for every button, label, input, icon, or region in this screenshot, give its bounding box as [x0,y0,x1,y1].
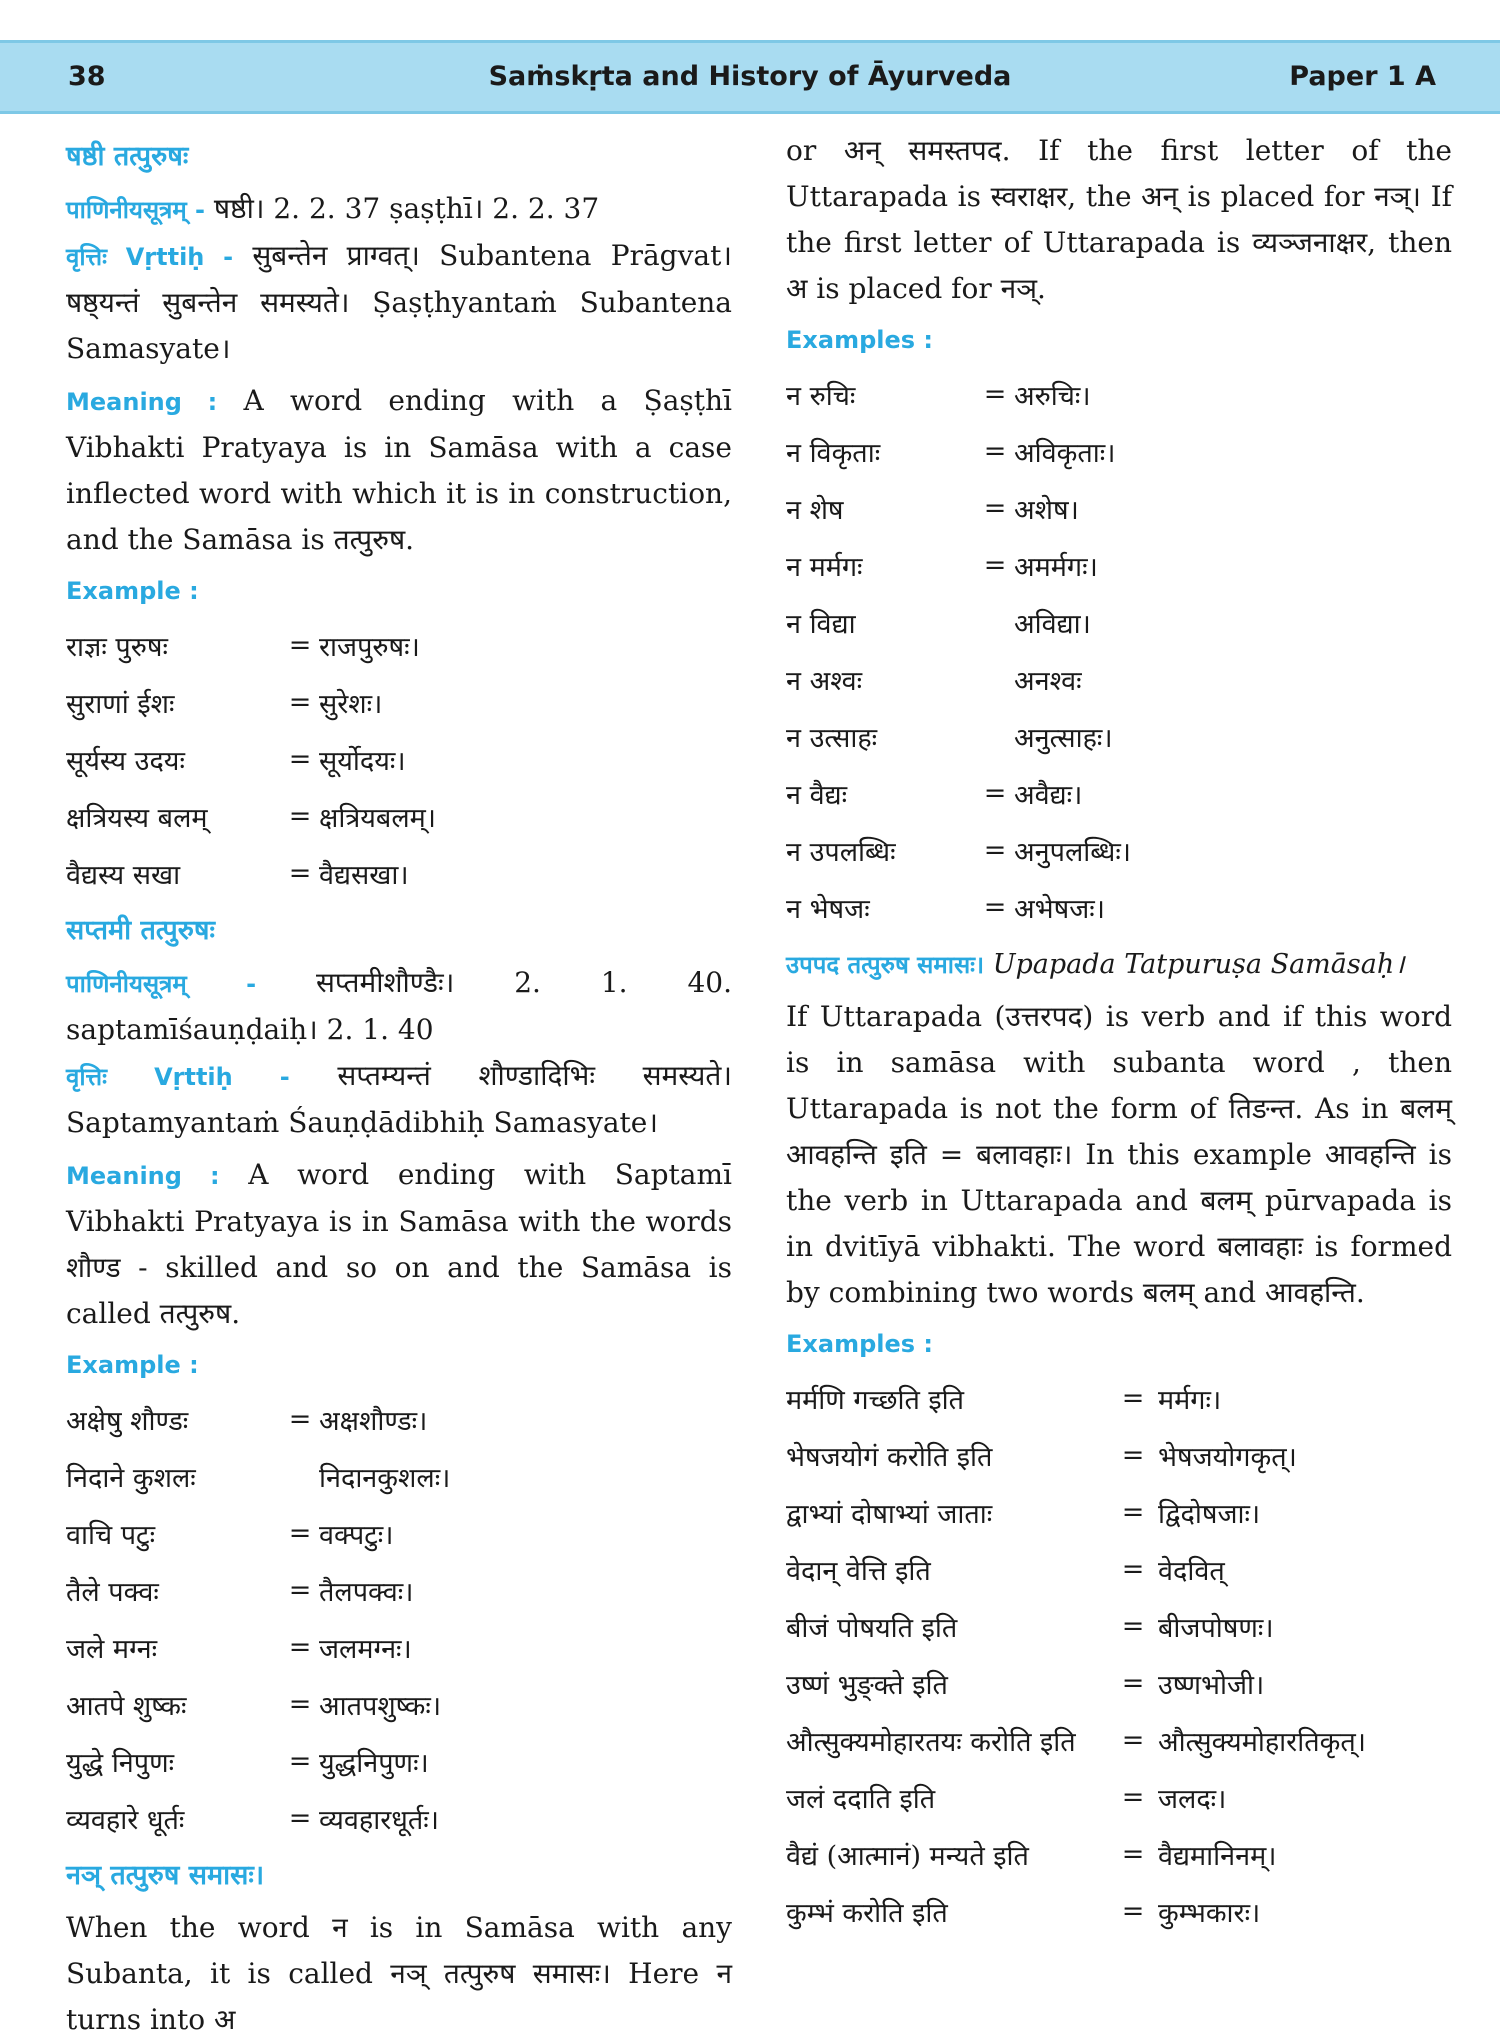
example-phrase: बीजं पोषयति इति [786,1613,958,1644]
example-row [786,1598,1366,1655]
example-compound: बीजपोषणः। [1158,1613,1274,1644]
saptami-vritti: वृत्तिः Vṛttiḥ - सप्तम्यन्तं शौण्डादिभिः समस्यते। Saptamyantaṁ Śauṇḍādibhiḥ Samasyate। [66,1059,732,1139]
upapada-examples-label: Examples : [786,1330,933,1358]
equals-sign: = [1121,1497,1145,1528]
example-row [66,617,436,674]
left-column [66,128,732,2043]
example-row [786,366,1131,423]
example-compound: अनुत्साहः। [1014,723,1113,754]
example-phrase: वैद्यस्य सखा [66,860,181,891]
example-compound: वक्पटुः। [319,1520,394,1551]
shashti-example-label: Example : [66,577,199,605]
example-phrase: भेषजयोगं करोति इति [786,1442,993,1473]
example-row [66,1505,450,1562]
example-phrase: औत्सुक्यमोहारतयः करोति इति [786,1727,1076,1758]
example-compound: मर्मगः। [1158,1385,1222,1416]
equals-sign [281,1448,319,1505]
example-compound: क्षत्रियबलम्। [319,803,437,834]
example-row [786,1427,1366,1484]
equals-sign: = [288,1632,312,1663]
equals-sign: = [983,892,1007,923]
right-column [786,128,1452,1946]
example-compound: अभेषजः। [1014,894,1105,925]
shashti-examples [66,617,436,902]
equals-sign: = [983,379,1007,410]
example-compound: तैलपक्वः। [319,1577,414,1608]
equals-sign: = [1121,1839,1145,1870]
example-row [786,765,1131,822]
example-phrase: न उपलब्धिः [786,837,896,868]
equals-sign: = [983,436,1007,467]
equals-sign: = [1121,1668,1145,1699]
equals-sign: = [983,778,1007,809]
example-phrase: न मर्मगः [786,552,863,583]
example-phrase: न विकृताः [786,438,881,469]
example-compound: अविद्या। [1014,609,1091,640]
example-row [786,1712,1366,1769]
example-phrase: न शेष [786,495,844,526]
example-compound: अविकृताः। [1014,438,1116,469]
example-compound: अनुपलब्धिः। [1014,837,1132,868]
example-phrase: वाचि पटुः [66,1520,156,1551]
example-row [66,674,436,731]
example-phrase: निदाने कुशलः [66,1463,196,1494]
equals-sign: = [1121,1782,1145,1813]
example-row [786,822,1131,879]
example-phrase: वैद्यं (आत्मानं) मन्यते इति [786,1841,1029,1872]
example-phrase: आतपे शुष्कः [66,1691,187,1722]
equals-sign: = [288,801,312,832]
book-title: Saṁskṛta and History of Āyurveda [488,61,1012,92]
paper-label: Paper 1 A [1289,61,1436,92]
example-compound: वैद्यसखा। [319,860,409,891]
example-compound: अनश्वः [1014,666,1082,697]
equals-sign [976,651,1014,708]
example-row [66,788,436,845]
example-compound: सुरेशः। [319,689,383,720]
example-row [786,1826,1366,1883]
example-phrase: सूर्यस्य उदयः [66,746,185,777]
example-row [786,879,1131,936]
example-row [66,1448,450,1505]
equals-sign: = [288,1689,312,1720]
equals-sign: = [1121,1725,1145,1756]
example-row [786,1484,1366,1541]
example-row [66,1676,450,1733]
example-phrase: युद्धे निपुणः [66,1748,175,1779]
saptami-heading: सप्तमी तत्पुरुषः [66,915,215,946]
example-compound: युद्धनिपुणः। [319,1748,429,1779]
example-phrase: न उत्साहः [786,723,878,754]
example-phrase: वेदान् वेत्ति इति [786,1556,931,1587]
example-compound: अमर्मगः। [1014,552,1098,583]
shashti-meaning: Meaning : A word ending with a Ṣaṣṭhī Vibhakti Pratyaya is in Samāsa with a case inflected word with which it is in construction, and the Samāsa is तत्पुरुष. [66,384,732,556]
example-compound: वेदवित् [1158,1556,1225,1587]
example-phrase: क्षत्रियस्य बलम् [66,803,208,834]
example-phrase: कुम्भं करोति इति [786,1898,948,1929]
page-header [0,40,1500,114]
equals-sign [976,594,1014,651]
example-compound: जलमग्नः। [319,1634,412,1665]
shashti-vritti: वृत्तिः Vṛttiḥ - सुबन्तेन प्राग्वत्। Subantena Prāgvat। षष्ठ्यन्तं सुबन्तेन समस्यते। Ṣaṣṭhyantaṁ Subantena Samasyate। [66,239,732,365]
example-phrase: व्यवहारे धूर्तः [66,1805,185,1836]
example-phrase: राज्ञः पुरुषः [66,632,168,663]
equals-sign: = [1121,1383,1145,1414]
example-row [786,651,1131,708]
shashti-heading: षष्ठी तत्पुरुषः [66,141,189,172]
example-compound: सूर्योदयः। [319,746,406,777]
example-compound: जलदः। [1158,1784,1227,1815]
example-phrase: जले मग्नः [66,1634,158,1665]
example-row [786,537,1131,594]
example-row [786,423,1131,480]
example-phrase: द्वाभ्यां दोषाभ्यां जाताः [786,1499,993,1530]
example-compound: औत्सुक्यमोहारतिकृत्। [1158,1727,1366,1758]
example-row [786,1655,1366,1712]
example-row [66,731,436,788]
example-row [66,845,436,902]
example-phrase: न भेषजः [786,894,870,925]
example-phrase: न अश्वः [786,666,863,697]
example-row [786,1883,1366,1940]
saptami-examples [66,1391,450,1847]
nan-examples [786,366,1131,936]
example-row [786,1541,1366,1598]
equals-sign: = [288,687,312,718]
upapada-text: If Uttarapada (उत्तरपद) is verb and if this word is in samāsa with subanta word , then Uttarapada is not the form of तिङन्त. As in बलम् आवहन्ति इति = बलावहाः। In this example आवहन्ति is the verb in Uttarapada and बलम् pūrvapada is in dvitīyā vibhakti. The word बलावहाः is formed by combining two words बलम् and आवहन्ति. [786,1000,1452,1309]
example-phrase: न विद्या [786,609,856,640]
example-compound: अरुचिः। [1014,381,1091,412]
example-row [786,1769,1366,1826]
example-compound: उष्णभोजी। [1158,1670,1265,1701]
equals-sign: = [1121,1896,1145,1927]
shashti-sutra: पाणिनीयसूत्रम् - षष्ठी। 2. 2. 37 ṣaṣṭhī। 2. 2. 37 [66,192,600,225]
equals-sign: = [288,1518,312,1549]
equals-sign: = [983,550,1007,581]
equals-sign [976,708,1014,765]
upapada-examples [786,1370,1366,1940]
example-compound: निदानकुशलः। [319,1463,451,1494]
example-row [66,1391,450,1448]
saptami-sutra: पाणिनीयसूत्रम् - सप्तमीशौण्डैः। 2. 1. 40. saptamīśauṇḍaiḥ। 2. 1. 40 [66,966,732,1046]
upapada-heading: उपपद तत्पुरुष समासः। Upapada Tatpuruṣa Samāsaḥ। [786,949,1405,980]
example-phrase: सुराणां ईशः [66,689,175,720]
example-row [786,480,1131,537]
example-compound: राजपुरुषः। [319,632,420,663]
equals-sign: = [288,858,312,889]
example-compound: व्यवहारधूर्तः। [319,1805,439,1836]
example-compound: भेषजयोगकृत्। [1158,1442,1297,1473]
equals-sign: = [983,835,1007,866]
equals-sign: = [288,1803,312,1834]
nan-heading: नञ् तत्पुरुष समासः। [66,1860,265,1891]
example-phrase: न वैद्यः [786,780,848,811]
example-row [66,1619,450,1676]
example-row [66,1790,450,1847]
example-row [786,594,1131,651]
equals-sign: = [1121,1440,1145,1471]
example-phrase: उष्णं भुङ्क्ते इति [786,1670,948,1701]
equals-sign: = [288,1404,312,1435]
example-compound: कुम्भकारः। [1158,1898,1261,1929]
example-row [786,708,1131,765]
equals-sign: = [983,493,1007,524]
saptami-meaning: Meaning : A word ending with Saptamī Vibhakti Pratyaya is in Samāsa with the words शौण्ड - skilled and so on and the Samāsa is called तत्पुरुष. [66,1158,732,1330]
equals-sign: = [288,1746,312,1777]
example-compound: आतपशुष्कः। [319,1691,442,1722]
page-number: 38 [68,61,106,92]
example-phrase: जलं ददाति इति [786,1784,936,1815]
example-phrase: न रुचिः [786,381,856,412]
example-compound: द्विदोषजाः। [1158,1499,1261,1530]
nan-continued-text: or अन् समस्तपद. If the first letter of the Uttarapada is स्वराक्षर, the अन् is placed for नञ्। If the first letter of Uttarapada is व्यञ्जनाक्षर, then अ is placed for नञ्. [786,134,1452,305]
equals-sign: = [1121,1554,1145,1585]
example-row [786,1370,1366,1427]
example-compound: वैद्यमानिनम्। [1158,1841,1277,1872]
example-phrase: मर्मणि गच्छति इति [786,1385,965,1416]
example-row [66,1733,450,1790]
nan-text: When the word न is in Samāsa with any Subanta, it is called नञ् तत्पुरुष समासः। Here न turns into अ [66,1911,732,2036]
equals-sign: = [1121,1611,1145,1642]
example-phrase: तैले पक्वः [66,1577,159,1608]
equals-sign: = [288,1575,312,1606]
example-compound: अवैद्यः। [1014,780,1083,811]
nan-examples-label: Examples : [786,326,933,354]
example-row [66,1562,450,1619]
example-compound: अक्षशौण्डः। [319,1406,428,1437]
example-compound: अशेष। [1014,495,1079,526]
equals-sign: = [288,744,312,775]
equals-sign: = [288,630,312,661]
saptami-example-label: Example : [66,1351,199,1379]
example-phrase: अक्षेषु शौण्डः [66,1406,189,1437]
